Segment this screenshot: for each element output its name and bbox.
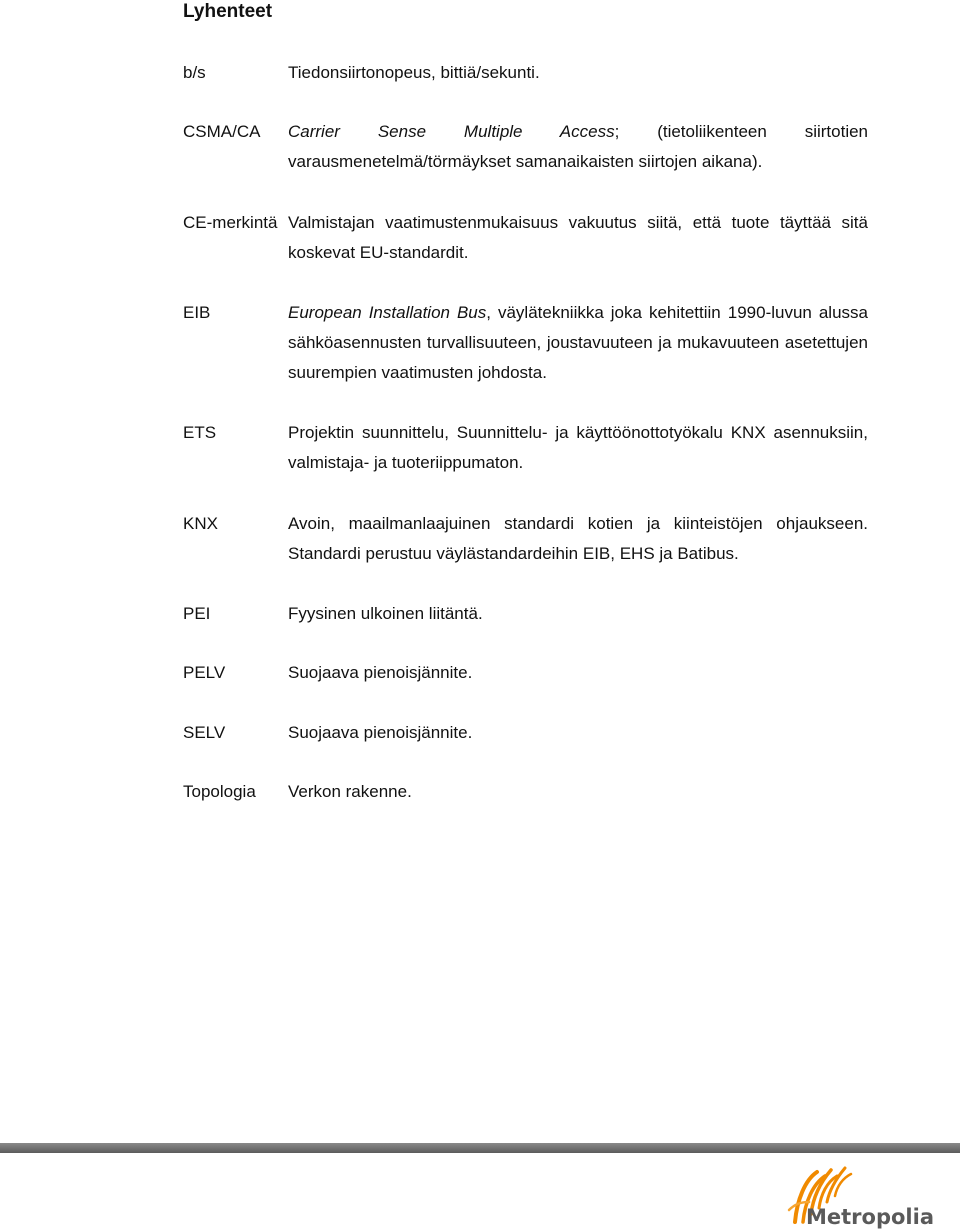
definition: Projektin suunnittelu, Suunnittelu- ja käyttöönottotyökalu KNX asennuksiin, valmistaja- ja tuoteriippumaton. — [288, 423, 868, 472]
term: CSMA/CA — [183, 122, 261, 141]
term: PEI — [183, 604, 211, 623]
term: ETS — [183, 423, 217, 442]
definition: Tiedonsiirtonopeus, bittiä/sekunti. — [288, 63, 540, 82]
definition: Carrier Sense Multiple Access; (tietoliikenteen siirtotien varausmenetelmä/törmäykset samanaikaisten siirtojen aikana). — [288, 122, 869, 171]
list-item-pei — [183, 599, 868, 629]
definition: Valmistajan vaatimustenmukaisuus vakuutus siitä, että tuote täyttää sitä koskevat EU-standardit. — [288, 213, 868, 262]
definition: Suojaava pienoisjännite. — [288, 723, 473, 742]
term: KNX — [183, 514, 218, 533]
term: PELV — [183, 663, 226, 682]
term: SELV — [183, 723, 226, 742]
definition: European Installation Bus, väylätekniikka joka kehitettiin 1990-luvun alussa sähköasennusten turvallisuuteen, joustavuuteen ja mukavuuteen asetettujen suurempien vaatimusten johdosta. — [288, 303, 868, 382]
metropolia-logo-text: Metropolia — [806, 1205, 934, 1229]
definition: Verkon rakenne. — [288, 782, 412, 801]
definition: Avoin, maailmanlaajuinen standardi kotien ja kiinteistöjen ohjaukseen. Standardi perustuu väylästandardeihin EIB, EHS ja Batibus. — [288, 514, 868, 563]
list-item-ce — [183, 208, 868, 268]
footer-bar — [0, 1143, 960, 1153]
definition: Fyysinen ulkoinen liitäntä. — [288, 604, 483, 623]
list-item-bs — [183, 58, 868, 88]
definition: Suojaava pienoisjännite. — [288, 663, 473, 682]
list-item-topologia — [183, 777, 868, 807]
term: b/s — [183, 63, 206, 82]
list-item-ets — [183, 418, 868, 478]
list-item-csma — [183, 117, 868, 177]
term: CE-merkintä — [183, 213, 278, 232]
list-item-eib — [183, 298, 868, 388]
list-item-selv — [183, 718, 868, 748]
definition-italic: Carrier Sense Multiple Access — [288, 122, 615, 141]
definition-italic: European Installation Bus — [288, 303, 487, 322]
term: EIB — [183, 303, 211, 322]
list-item-pelv — [183, 658, 868, 688]
term: Topologia — [183, 782, 256, 801]
list-item-knx — [183, 509, 868, 569]
section-heading: Lyhenteet — [183, 1, 273, 22]
